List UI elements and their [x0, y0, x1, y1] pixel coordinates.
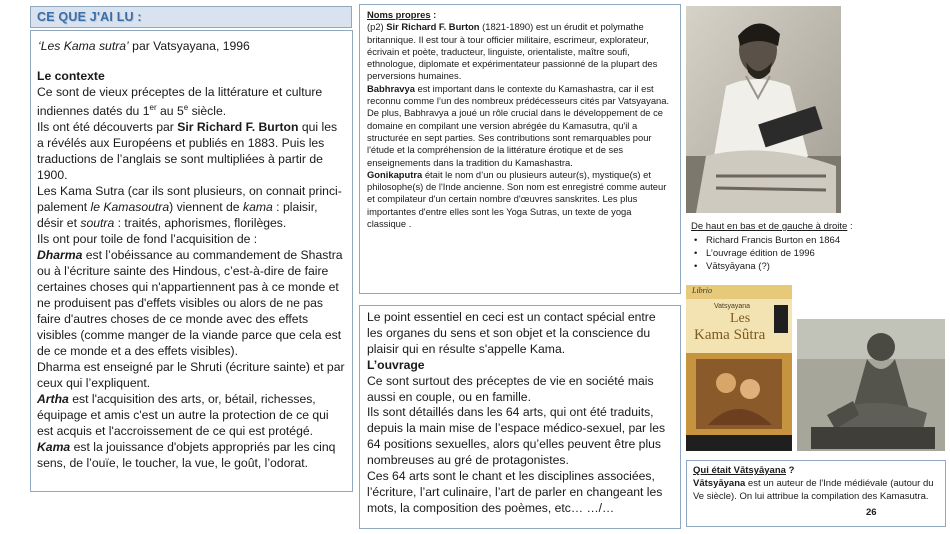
contexte-heading: Le contexte [37, 69, 105, 83]
proper-names-heading: Noms propres : [367, 9, 437, 20]
caption-item: • L’ouvrage édition de 1996 [691, 247, 946, 260]
cover-author: Vatsyayana [714, 303, 751, 310]
paragraph-dates: Ce sont de vieux préceptes de la littérature et culture indiennes datés du 1er au 5e siècle. [37, 85, 323, 119]
paragraph-burton: Ils ont été découverts par Sir Richard F. Burton qui les a révélés aux Européens et publiés en 1883. Puis les traductions de l’anglais se sont multipliées à partir de 1900. [37, 120, 338, 183]
paragraph-kama-sutra: Les Kama Sutra (car ils sont plusieurs, on connait princi-palement le Kamasoutra) viennent de kama : plaisir, désir et soutra : traités, aphorismes, florilèges. [37, 184, 342, 231]
reading-notes-panel [30, 30, 353, 492]
paragraph-arts-list: Ces 64 arts sont le chant et les disciplines associées, l’écriture, l’art culinaire, l’art de parler en changeant les mots, la composition des poèmes, etc… …/… [367, 469, 663, 515]
burton-photo [686, 6, 841, 213]
paragraph-dharma-teaching: Dharma est enseigné par le Shruti (écriture sainte) et par ceux qui l’expliquent. [37, 360, 345, 391]
gonikaputra-entry: Gonikaputra était le nom d’un ou plusieurs auteur(s), mystique(s) et philosophe(s) de l'Inde ancienne. Son nom est enregistré comme auteur et compilateur d'un certain nombre d'œuvres sanskrites. Les plus importantes d'entre elles sont les Yoga Sutras, un texte de yoga classique . [367, 168, 667, 230]
images-caption [691, 220, 946, 273]
ouvrage-heading: L’ouvrage [367, 357, 425, 372]
section-title: CE QUE J'AI LU : [37, 10, 142, 24]
page-number: 26 [866, 507, 877, 518]
caption-item: • Vātsyāyana (?) [691, 260, 946, 273]
who-heading: Qui était Vātsyāyana ? [693, 465, 795, 476]
proper-names-panel [359, 4, 681, 294]
ouvrage-panel [359, 305, 681, 529]
paragraph-preceptes: Ce sont surtout des préceptes de vie en société mais aussi en couple, ou en famille. [367, 373, 654, 404]
paragraph-kama: Kama est la jouissance d'objets appropriés par les cinq sens, de l’ouïe, le toucher, la vue, le goût, l’odorat. [37, 440, 336, 471]
book-title: ‘Les Kama sutra’ par Vatsyayana, 1996 [38, 39, 250, 53]
cover-brand: Librio [692, 286, 713, 295]
cover-title-les: Les [730, 311, 751, 326]
vatsyayana-statue-image [797, 319, 945, 451]
burton-portrait-image [686, 6, 841, 213]
babhravya-entry: Babhravya est important dans le contexte du Kamashastra, car il est reconnu comme l’un des nombreux prédécesseurs cités par Vatsyayana. De plus, Babhravya a joué un rôle crucial dans le développement de ce domaine en compilant une version abrégée du Kamasutra, qu'il a structurée en sept parties. Ses contributions sont remarquables pour l'étude et la compréhension de la littérature érotique et de ses enseignements dans la tradition du Kamashastra. [367, 82, 670, 168]
section-header [30, 6, 352, 28]
who-text: Vātsyāyana est un auteur de l'Inde médiévale (autour du Ve siècle). On lui attribue la compilation des Kamasutra. [693, 478, 934, 502]
paragraph-dharma: Dharma est l’obéissance au commandement de Shastra ou à l’écriture sainte des Hindous, c’est-à-dire de faire certaines choses qui n'appartiennent pas à ce monde et ne produisent pas d'effets visibles ou alors de ne pas faire d'autres choses de ce monde avec des effets visibles (comme manger de la viande parce que cela est de ce monde et a des effets visibles). [37, 248, 343, 359]
caption-heading: De haut en bas et de gauche à droite : [691, 221, 853, 232]
paragraph-background: Ils ont pour toile de fond l’acquisition de : [37, 232, 258, 247]
who-was-vatsyayana-panel [686, 460, 946, 527]
paragraph-artha: Artha est l'acquisition des arts, or, bétail, richesses, équipage et amis c'est un autre la protection de ce qui est acquis et l'accroissement de ce qui est protégé. [37, 392, 329, 439]
cover-title: Kama Sûtra [694, 327, 766, 343]
burton-entry: (p2) Sir Richard F. Burton (1821-1890) est un érudit et polymathe britannique. Il est tour à tour officier militaire, escrimeur, explorateur, écrivain et poète, traducteur, linguiste, orientaliste, maître soufi, ethnologue, diplomate et expérimentateur passionné de la plupart des perversions humaines. [367, 21, 658, 82]
paragraph-point-essentiel: Le point essentiel en ceci est un contact spécial entre les organes du sens et son objet et la conscience du plaisir qui en résulte s'appelle Kama. [367, 310, 656, 356]
paragraph-64-arts: Ils sont détaillés dans les 64 arts, qui ont été traduits, depuis la main mise de l’espace médico-sexuel, par les 64 positions sexuelles, alors qu’elles peuvent être plus nombreuses au gré de protagonistes. [367, 405, 666, 468]
caption-list [691, 234, 946, 273]
caption-item: • Richard Francis Burton en 1864 [691, 234, 946, 247]
book-cover-image [686, 285, 792, 451]
